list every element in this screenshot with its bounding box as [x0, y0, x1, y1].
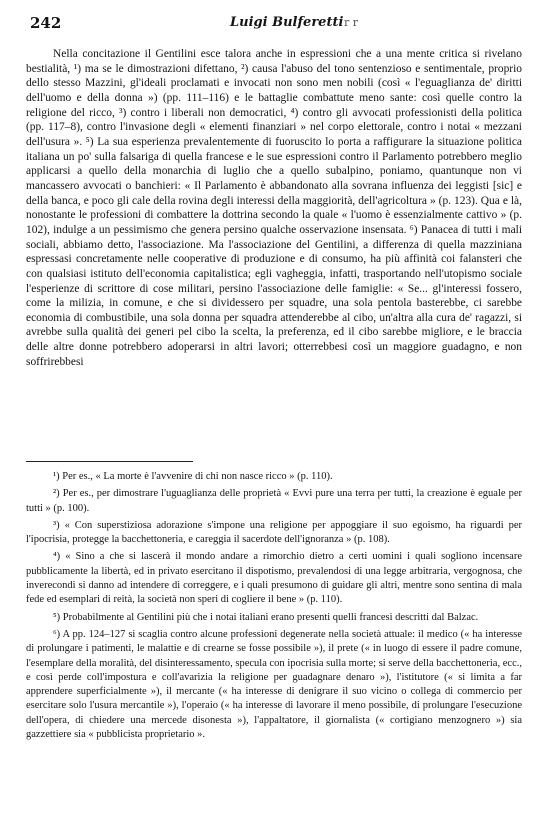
running-head: Luigi Bulferetti — [230, 15, 344, 30]
footnote-6: ⁶) A pp. 124–127 si scaglia contro alcune professioni degenerate nella società attuale: il medico (« ha interesse di prolungare i patimenti, le malattie e di crearne se fosse possibile »), il prete (« in luogo di essere il padre comune, l'esemplare della moralità, del disinteressamento, specula con ipocrisia sulla morte; si serve della bacchettoneria, ecc., e così perde coll'impostura e coll'avarizia la religione per guadagnare denaro »), l'istitutore (« si limita a far apprendere superficialmente »), il mercante (« ha interesse di denigrare il suo vicino o collega di commercio per esercitare solo l'usura mercantile »), l'operaio (« ha interesse di lavorare il meno possibile, di prolungare l'esecuzione dell'opera, di chiedere una mercede disonesta »), l'appaltatore, il giornalista (« cortigiano menzognero ») sia gazzettiere sia « pubblicista proprietario ». — [26, 628, 522, 741]
footnote-3: ³) « Con superstiziosa adorazione s'impone una religione per appoggiare il suo egoismo, ha riguardi per l'ipocrisia, protegge la bacchettoneria, e careggia il sacerdote dell'ignoranza » (p. 108). — [26, 519, 522, 546]
footnote-4: ⁴) « Sino a che si lascerà il mondo andare a rimorchio dietro a certi uomini i quali sogliono incensare pubblicamente la libertà, ed in privato esercitano il dispotismo, prevalendosi di una legge arbitraria, vergognosa, che inverecondi si danno ad intendere di correggere, e i quali presumono di guidare gli altri, mentre sono sentina di mala fede ed esemplari di reità, la società non speri di cogliere il bene » (p. 110). — [26, 551, 522, 606]
footnotes — [26, 470, 522, 745]
page-header — [30, 14, 522, 36]
handwritten-mark: r r — [344, 16, 359, 29]
footnote-1: ¹) Per es., « La morte è l'avvenire di chi non nasce ricco » (p. 110). — [53, 471, 333, 482]
main-text — [26, 47, 522, 369]
paragraph: Nella concitazione il Gentilini esce talora anche in espressioni che a una mente critica si rivelano bestialità, ¹) ma se le dimostrazioni difettano, ²) causa l'abuso del tono sentenzioso e sentimentale, proprio dello stesso Mazzini, gl'ideali proclamati e invocati non sono men nobili (così « l'eguaglianza de' diritti dell'uomo e della donna ») (pp. 111–116) e le battaglie combattute meno sante: così quelle contro la religione del ricco, ³) contro i liberali non democratici, ⁴) contro gli avvocati professionisti della politica (pp. 117–8), contro l'invasione degli « elementi finanziari » nel corpo elettorale, contro i notai « mezzani dell'usura ». ⁵) La sua esperienza prevalentemente di fuoruscito lo porta a raffigurare la situazione politica italiana un po' sulla falsariga di quella francese e le sue espressioni contro il Parlamento potrebbero meglio applicarsi a quello della monarchia di luglio che a quello subalpino, poniamo, quantunque non vi mancassero avvocati o banchieri: « Il Parlamento è abbandonato alla sovrana influenza dei leggisti [sic] e della banca, e poco gli cale della rovina degli interessi della maggiorità, dell'agricoltura » (p. 123). Qua e là, nonostante le professioni di combattere la dottrina secondo la quale « l'uomo è essenzialmente cattivo » (p. 102), indulge a un pessimismo che genera persino qualche osservazione insensata. ⁶) Panacea di tutti i mali sociali, abbiamo detto, l'associazione. Ma l'associazione del Gentilini, a differenza di quella mazziniana espressasi concretamente nelle cooperative di produzione e di consumo, ha più affinità coi falansteri che con qualsiasi istituto dell'economia capitalistica; egli vagheggia, infatti, trasportando nell'utopismo sociale l'esperienze di scrittore di cose militari, persino l'associazione delle famiglie: « Se... gl'interessi fossero, come la milizia, in comune, e che si dividessero per squadre, una sola pentola basterebbe, ci sarebbe economia di combustibile, una sola donna per squadra attenderebbe al cibo, un'altra alla cura de' ragazzi, si avrebbe sulla qualità dei generi pel cibo la scelta, la preferenza, ed il cibo sarebbe migliore, e le braccia delle altre donne potrebbero adoperarsi in altri lavori; otterrebbesi così un maggiore guadagno, e non soffrirebbesi — [26, 48, 522, 368]
footnote-5: ⁵) Probabilmente al Gentilini più che i notai italiani erano presenti quelli francesi descritti dal Balzac. — [53, 611, 479, 623]
footnote-separator — [26, 461, 193, 462]
page-number: 242 — [30, 14, 62, 32]
footnote-2: ²) Per es., per dimostrare l'uguaglianza delle proprietà « Evvi pure una terra per tutti, la creazione è eguale per tutti » (p. 100). — [26, 488, 522, 514]
